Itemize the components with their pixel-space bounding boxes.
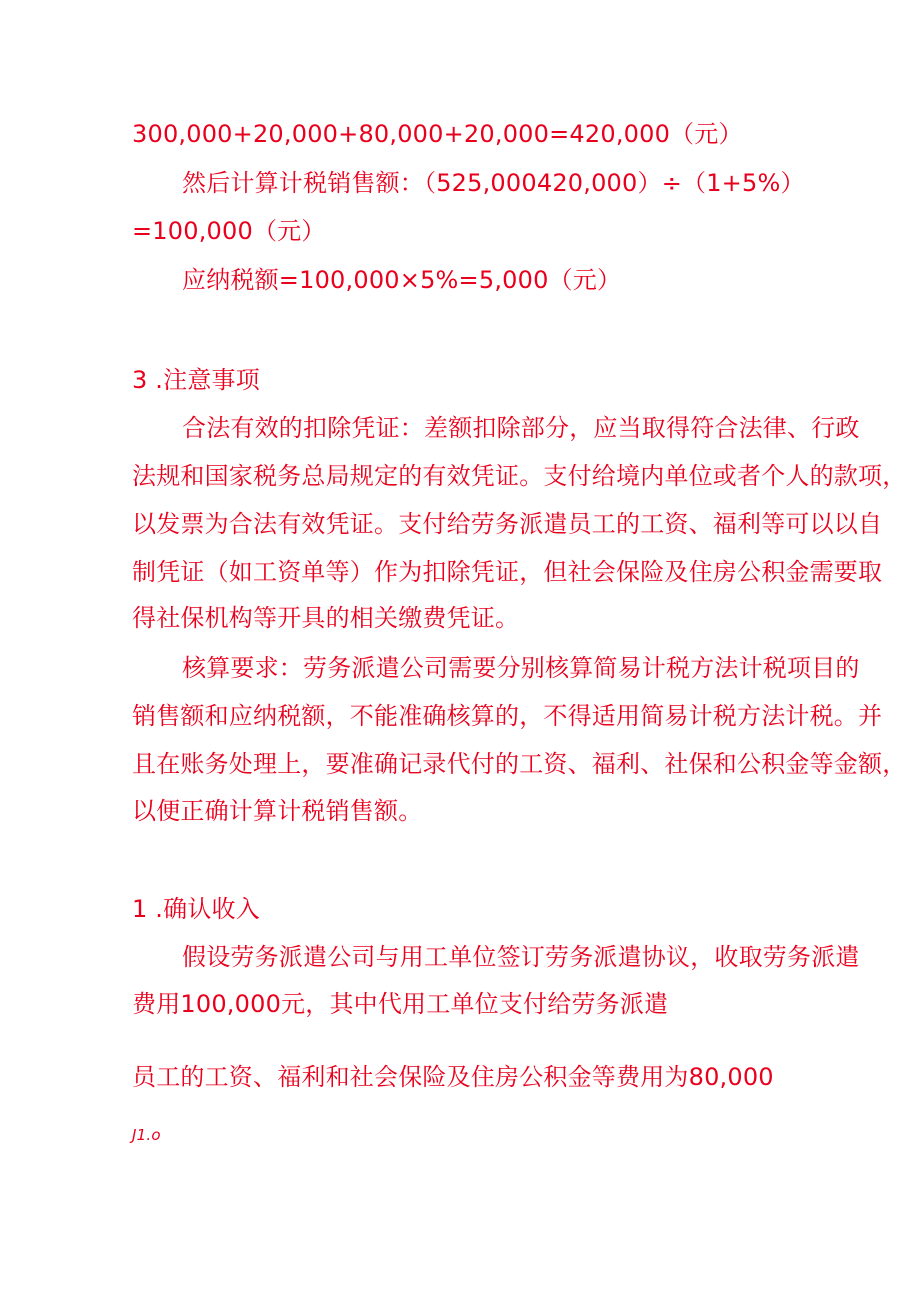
section-3-para-1-line-2: 法规和国家税务总局规定的有效凭证。支付给境内单位或者个人的款项， (132, 462, 907, 490)
section-3-para-2-line-3: 且在账务处理上，要准确记录代付的工资、福利、社保和公积金等金额， (132, 750, 907, 778)
calc-line-3: =100,000（元） (132, 217, 326, 245)
section-1-para-1-line-1: 假设劳务派遣公司与用工单位签订劳务派遣协议，收取劳务派遣 (182, 943, 860, 971)
section-3-para-2-line-4: 以便正确计算计税销售额。 (132, 797, 423, 825)
section-1-para-2: 员工的工资、福利和社会保险及住房公积金等费用为80,000 (132, 1063, 774, 1091)
section-3-para-2-line-1: 核算要求：劳务派遣公司需要分别核算简易计税方法计税项目的 (182, 654, 860, 682)
section-3-heading: 3 .注意事项 (132, 366, 260, 394)
section-3-para-1-line-1: 合法有效的扣除凭证：差额扣除部分，应当取得符合法律、行政 (182, 414, 860, 442)
calc-line-2: 然后计算计税销售额：（525,000420,000）÷（1+5%） (182, 169, 805, 197)
section-3-para-1-line-5: 得社保机构等开具的相关缴费凭证。 (132, 604, 520, 632)
section-3-para-1-line-4: 制凭证（如工资单等）作为扣除凭证，但社会保险及住房公积金需要取 (132, 558, 883, 586)
section-3-para-1-line-3: 以发票为合法有效凭证。支付给劳务派遣员工的工资、福利等可以以自 (132, 510, 883, 538)
section-1-para-1-line-2: 费用100,000元，其中代用工单位支付给劳务派遣 (132, 990, 669, 1018)
section-3-para-2-line-2: 销售额和应纳税额，不能准确核算的，不得适用简易计税方法计税。并 (132, 702, 883, 730)
section-1-heading: 1 .确认收入 (132, 895, 260, 923)
calc-line-4: 应纳税额=100,000×5%=5,000（元） (182, 266, 622, 294)
calc-line-1: 300,000+20,000+80,000+20,000=420,000（元） (132, 120, 743, 148)
footer-fragment: J1.o (132, 1126, 161, 1144)
